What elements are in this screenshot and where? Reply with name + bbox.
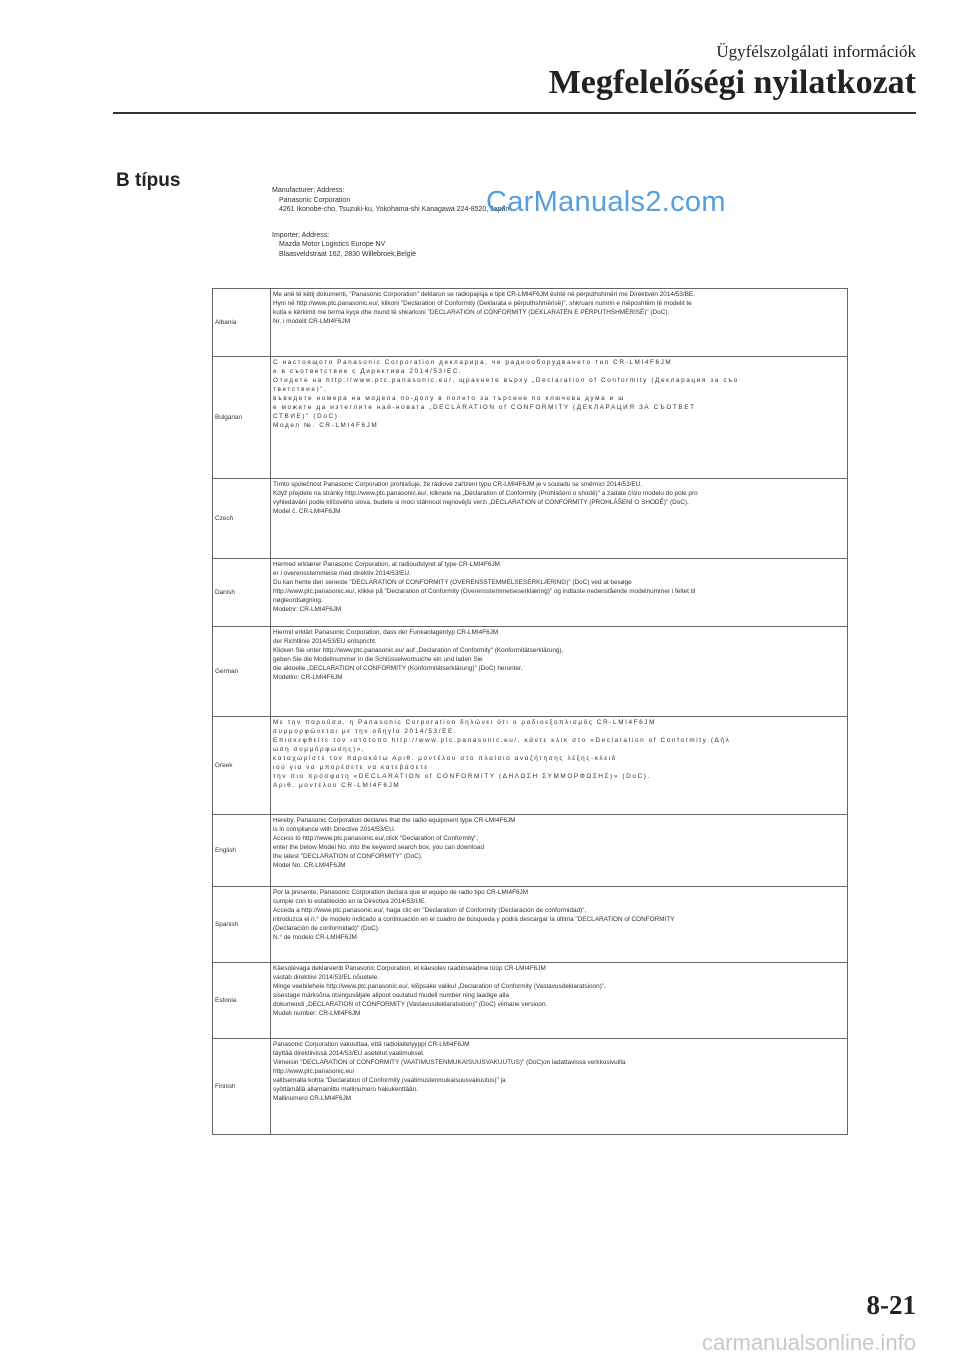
declaration-row	[213, 357, 848, 479]
declaration-line: Με την παρούσα, η Panasonic Corporation δηλώνει ότι ο ραδιοεξοπλισμός CR-LMI4F6JM	[273, 719, 657, 726]
declaration-text-cell	[271, 289, 848, 357]
declaration-line: е в съответствие с Директива 2014/53/ЕС.	[273, 368, 463, 375]
declaration-text-cell	[271, 963, 848, 1039]
declaration-line: Model č. CR-LMI4F6JM	[273, 508, 341, 515]
watermark-text: CarManuals2.com	[486, 186, 726, 218]
declaration-line: Tímto společnost Panasonic Corporation prohlašuje, že rádiové zařízení typu CR-LMI4F6JM je v souladu se směrnicí 2014/53/EU.	[273, 481, 643, 488]
declaration-line: Modelnr: CR-LMI4F6JM	[273, 606, 342, 613]
page-title: Megfelelőségi nyilatkozat	[548, 64, 916, 101]
declaration-text-cell	[271, 559, 848, 627]
declaration-line: http://www.ptc.panasonic.eu/	[273, 1068, 355, 1075]
declaration-line: С настоящото Panasonic Corporation декларира, че радиооборудването тип CR-LMI4F6JM	[273, 359, 673, 366]
declaration-line: http://www.ptc.panasonic.eu/, klikke på "Declaration of Conformity (Overensstemmelseserklæring)" og indtaste nedenstående modelnummer i feltet til	[273, 588, 696, 595]
language-cell: Greek	[213, 717, 271, 815]
declaration-line: е можете да изтеглите най-новата „DECLARATION of CONFORMITY (ДЕКЛАРАЦИЯ ЗА СЪОТВЕТ	[273, 404, 696, 411]
manufacturer-address: 4261 Ikonobe-cho, Tsuzuki-ku, Yokohama-shi Kanagawa 224-8520, Japan	[279, 206, 510, 213]
importer-label: Importer; Address:	[272, 231, 330, 239]
declaration-line: Käesolevaga deklareerib Panasonic Corporation, et käesolev raadioseadme tüüp CR-LMI4F6JM	[273, 965, 546, 972]
declaration-line: er i overensstemmelse med direktiv 2014/53/EU.	[273, 570, 411, 577]
declaration-line: Hereby, Panasonic Corporation declares that the radio equipment type CR-LMI4F6JM	[273, 817, 516, 824]
declaration-line: Du kan hente den seneste "DECLARATION of CONFORMITY (OVERENSSTEMMELSESERKLÆRING)" (DoC) ved at besøge	[273, 579, 632, 586]
declaration-line: Mudeli number: CR-LMI4F6JM	[273, 1010, 361, 1017]
language-cell: Albania	[213, 289, 271, 357]
declaration-text-cell	[271, 815, 848, 887]
declaration-line: cumple con lo establecido en la Directiva 2014/53/UE.	[273, 898, 427, 905]
declaration-line: Model No. CR-LMI4F6JM	[273, 862, 346, 869]
declaration-line: СТВИЕ)" (DoC).	[273, 413, 342, 420]
declaration-line: Mallinumero CR-LMI4F6JM	[273, 1095, 352, 1102]
declaration-line: Acceda a http://www.ptc.panasonic.eu/, haga clic en "Declaration of Conformity (Declaración de conformidad)",	[273, 907, 587, 914]
declaration-line: тветствие)",	[273, 386, 328, 393]
importer-address: Blaasveldstraat 162, 2830 Willebroek,België	[279, 250, 416, 258]
manufacturer-name: Panasonic Corporation	[279, 196, 351, 204]
declaration-text-cell	[271, 627, 848, 717]
declaration-row	[213, 289, 848, 357]
declaration-line: την πιο πρόσφατη «DECLARATION of CONFORMITY (ΔΗΛΩΣΗ ΣΥΜΜΟΡΦΩΣΗΣ)» (DoC).	[273, 773, 651, 780]
declaration-line: die aktuelle „DECLARATION of CONFORMITY (Konformitätserklärung)" (DoC) herunter.	[273, 665, 523, 672]
declaration-line: is in compliance with Directive 2014/53/EU.	[273, 826, 396, 833]
declaration-text-cell	[271, 479, 848, 559]
declaration-line: kutia e kërkimit me terma kyçe dhe mund të shkarkoni "DECLARATION of CONFORMITY (DEKLARATËN E PËRPUTHSHMËRISË)" (DoC).	[273, 309, 670, 316]
declaration-line: Viimeisin "DECLARATION of CONFORMITY (VAATIMUSTENMUKAISUUSVAKUUTUS)" (DoC)on ladattavissa verkkosivuilla	[273, 1059, 626, 1066]
declaration-row	[213, 479, 848, 559]
declaration-line: Hyni në http://www.ptc.panasonic.eu/, klikoni "Declaration of Conformity (Deklarata e përputhshmërisë)", shkruani numrin e mëposhtëm të modelit te	[273, 300, 692, 307]
language-cell: Spanish	[213, 887, 271, 963]
manufacturer-label: Manufacturer; Address:	[272, 187, 345, 194]
declaration-line: dokumendi „DECLARATION of CONFORMITY (Vastavusdeklaratsioon)" (DoC) viimane versioon.	[273, 1001, 548, 1008]
declaration-table	[212, 288, 848, 1135]
declaration-line: (Declaración de conformidad)" (DoC).	[273, 925, 380, 932]
declaration-text-cell	[271, 357, 848, 479]
language-cell: English	[213, 815, 271, 887]
declaration-line: N.° de modelo CR-LMI4F6JM	[273, 934, 357, 941]
declaration-line: Access to http://www.ptc.panasonic.eu/,click "Declaration of Conformity",	[273, 835, 479, 842]
declaration-line: Отидете на http://www.ptc.panasonic.eu/, щракнете върху „Declaration of Conformity (Декларация за съо	[273, 377, 739, 384]
declaration-line: täyttää direktiivissä 2014/53/EU asetetut vaatimukset.	[273, 1050, 425, 1057]
declaration-line: geben Sie die Modellnummer in die Schlüsselwortsuche ein und laden Sie	[273, 656, 483, 663]
declaration-line: Minge veebilehele http://www.ptc.panasonic.eu/, klõpsake valikul „Declaration of Conformity (Vastavusdeklaratsioon)",	[273, 983, 606, 990]
declaration-line: sisestage märksõna otsinguväljale allpool osutatud mudeli number ning laadige alla	[273, 992, 509, 999]
type-label: B típus	[116, 170, 181, 191]
declaration-line: Klicken Sie unter http://www.ptc.panasonic.eu/ auf „Declaration of Conformity" (Konformitätserklärung),	[273, 647, 564, 654]
declaration-line: καταχωρίστε τον παρακάτω Αριθ. μοντέλου στο πλαίσιο αναζήτησης λέξης-κλειδ	[273, 755, 617, 762]
declaration-line: vastab direktiivi 2014/53/EL nõuetele.	[273, 974, 379, 981]
language-cell: German	[213, 627, 271, 717]
declaration-text-cell	[271, 1039, 848, 1135]
language-cell: Danish	[213, 559, 271, 627]
importer-name: Mazda Motor Logistics Europe NV	[279, 241, 386, 248]
language-cell: Bulgarian	[213, 357, 271, 479]
declaration-row	[213, 1039, 848, 1135]
page-number: 8-21	[866, 1290, 916, 1320]
declaration-line: Модел №. CR-LMI4F6JM	[273, 422, 379, 429]
declaration-line: Επισκεφθείτε τον ιστότοπο http://www.ptc.panasonic.eu/, κάντε κλικ στο «Declaration of Conformity (Δήλ	[273, 737, 731, 744]
declaration-line: the latest "DECLARATION of CONFORMITY" (DoC).	[273, 853, 423, 860]
declaration-row	[213, 559, 848, 627]
declaration-line: der Richtlinie 2014/53/EU entspricht.	[273, 638, 377, 645]
declaration-line: въведете номера на модела по-долу в полето за търсене по ключова дума и ш	[273, 395, 625, 402]
header-divider	[113, 112, 916, 114]
declaration-line: Me anë të këtij dokumenti, "Panasonic Corporation" deklaron se radiopajisja e tipit CR-LMI4F6JM është në përputhshmëri me Direktivën 2014/53/BE.	[273, 291, 695, 298]
declaration-line: Když přejdete na stránky http://www.ptc.panasonic.eu/, kliknete na „Declaration of Conformity (Prohlášení o shodě)" a zadáte číslo modelu do pole pro	[273, 490, 698, 497]
declaration-line: Nr. i modelit CR-LMI4F6JM	[273, 318, 351, 325]
declaration-row	[213, 963, 848, 1039]
declaration-line: Hiermit erklärt Panasonic Corporation, dass der Funkanlagentyp CR-LMI4F6JM	[273, 629, 499, 636]
declaration-row	[213, 815, 848, 887]
declaration-line: nøgleordsøgning.	[273, 597, 323, 604]
section-title: Ügyfélszolgálati információk	[716, 42, 916, 61]
declaration-line: ιού για να μπορέσετε να κατεβάσετε	[273, 764, 429, 771]
declaration-line: Panasonic Corporation vakuuttaa, että radiolaitetyyppi CR-LMI4F6JM	[273, 1041, 470, 1048]
language-cell: Estonia	[213, 963, 271, 1039]
declaration-line: ωση συμμόρφωσης)»,	[273, 746, 366, 753]
declaration-line: συμμορφώνεται με την οδηγία 2014/53/ΕΕ.	[273, 728, 458, 735]
declaration-line: enter the below Model No. into the keyword search box, you can download	[273, 844, 485, 851]
declaration-line: Αριθ. μοντέλου CR-LMI4F6JM	[273, 782, 401, 789]
declaration-text-cell	[271, 887, 848, 963]
language-cell: Finnish	[213, 1039, 271, 1135]
declaration-line: introduzca el n.° de modelo indicado a continuación en el cuadro de búsqueda y podrá descargar la última "DECLARATION of CONFORMITY	[273, 916, 675, 923]
footer-site-watermark: carmanualsonline.info	[701, 1330, 916, 1355]
declaration-row	[213, 887, 848, 963]
declaration-line: vyhledávání podle klíčového slova, budete si moci stáhnout nejnovější verzi „DECLARATION of CONFORMITY (PROHLÁŠENÍ O SHODĚ)" (DoC).	[273, 499, 689, 506]
declaration-line: Modellnr: CR-LMI4F6JM	[273, 674, 343, 681]
language-cell: Czech	[213, 479, 271, 559]
declaration-text-cell	[271, 717, 848, 815]
declaration-row	[213, 627, 848, 717]
declaration-row	[213, 717, 848, 815]
declaration-line: syöttämällä allamainittu mallinumero hakukenttään.	[273, 1086, 418, 1093]
declaration-line: valitsemalla kohta "Declaration of Conformity (vaatimustenmukaisuusvakuutus)" ja	[273, 1077, 506, 1084]
declaration-line: Hermed erklærer Panasonic Corporation, at radioudstyret af type CR-LMI4F6JM	[273, 561, 500, 568]
declaration-line: Por la presente, Panasonic Corporation declara que el equipo de radio tipo CR-LMI4F6JM	[273, 889, 529, 896]
